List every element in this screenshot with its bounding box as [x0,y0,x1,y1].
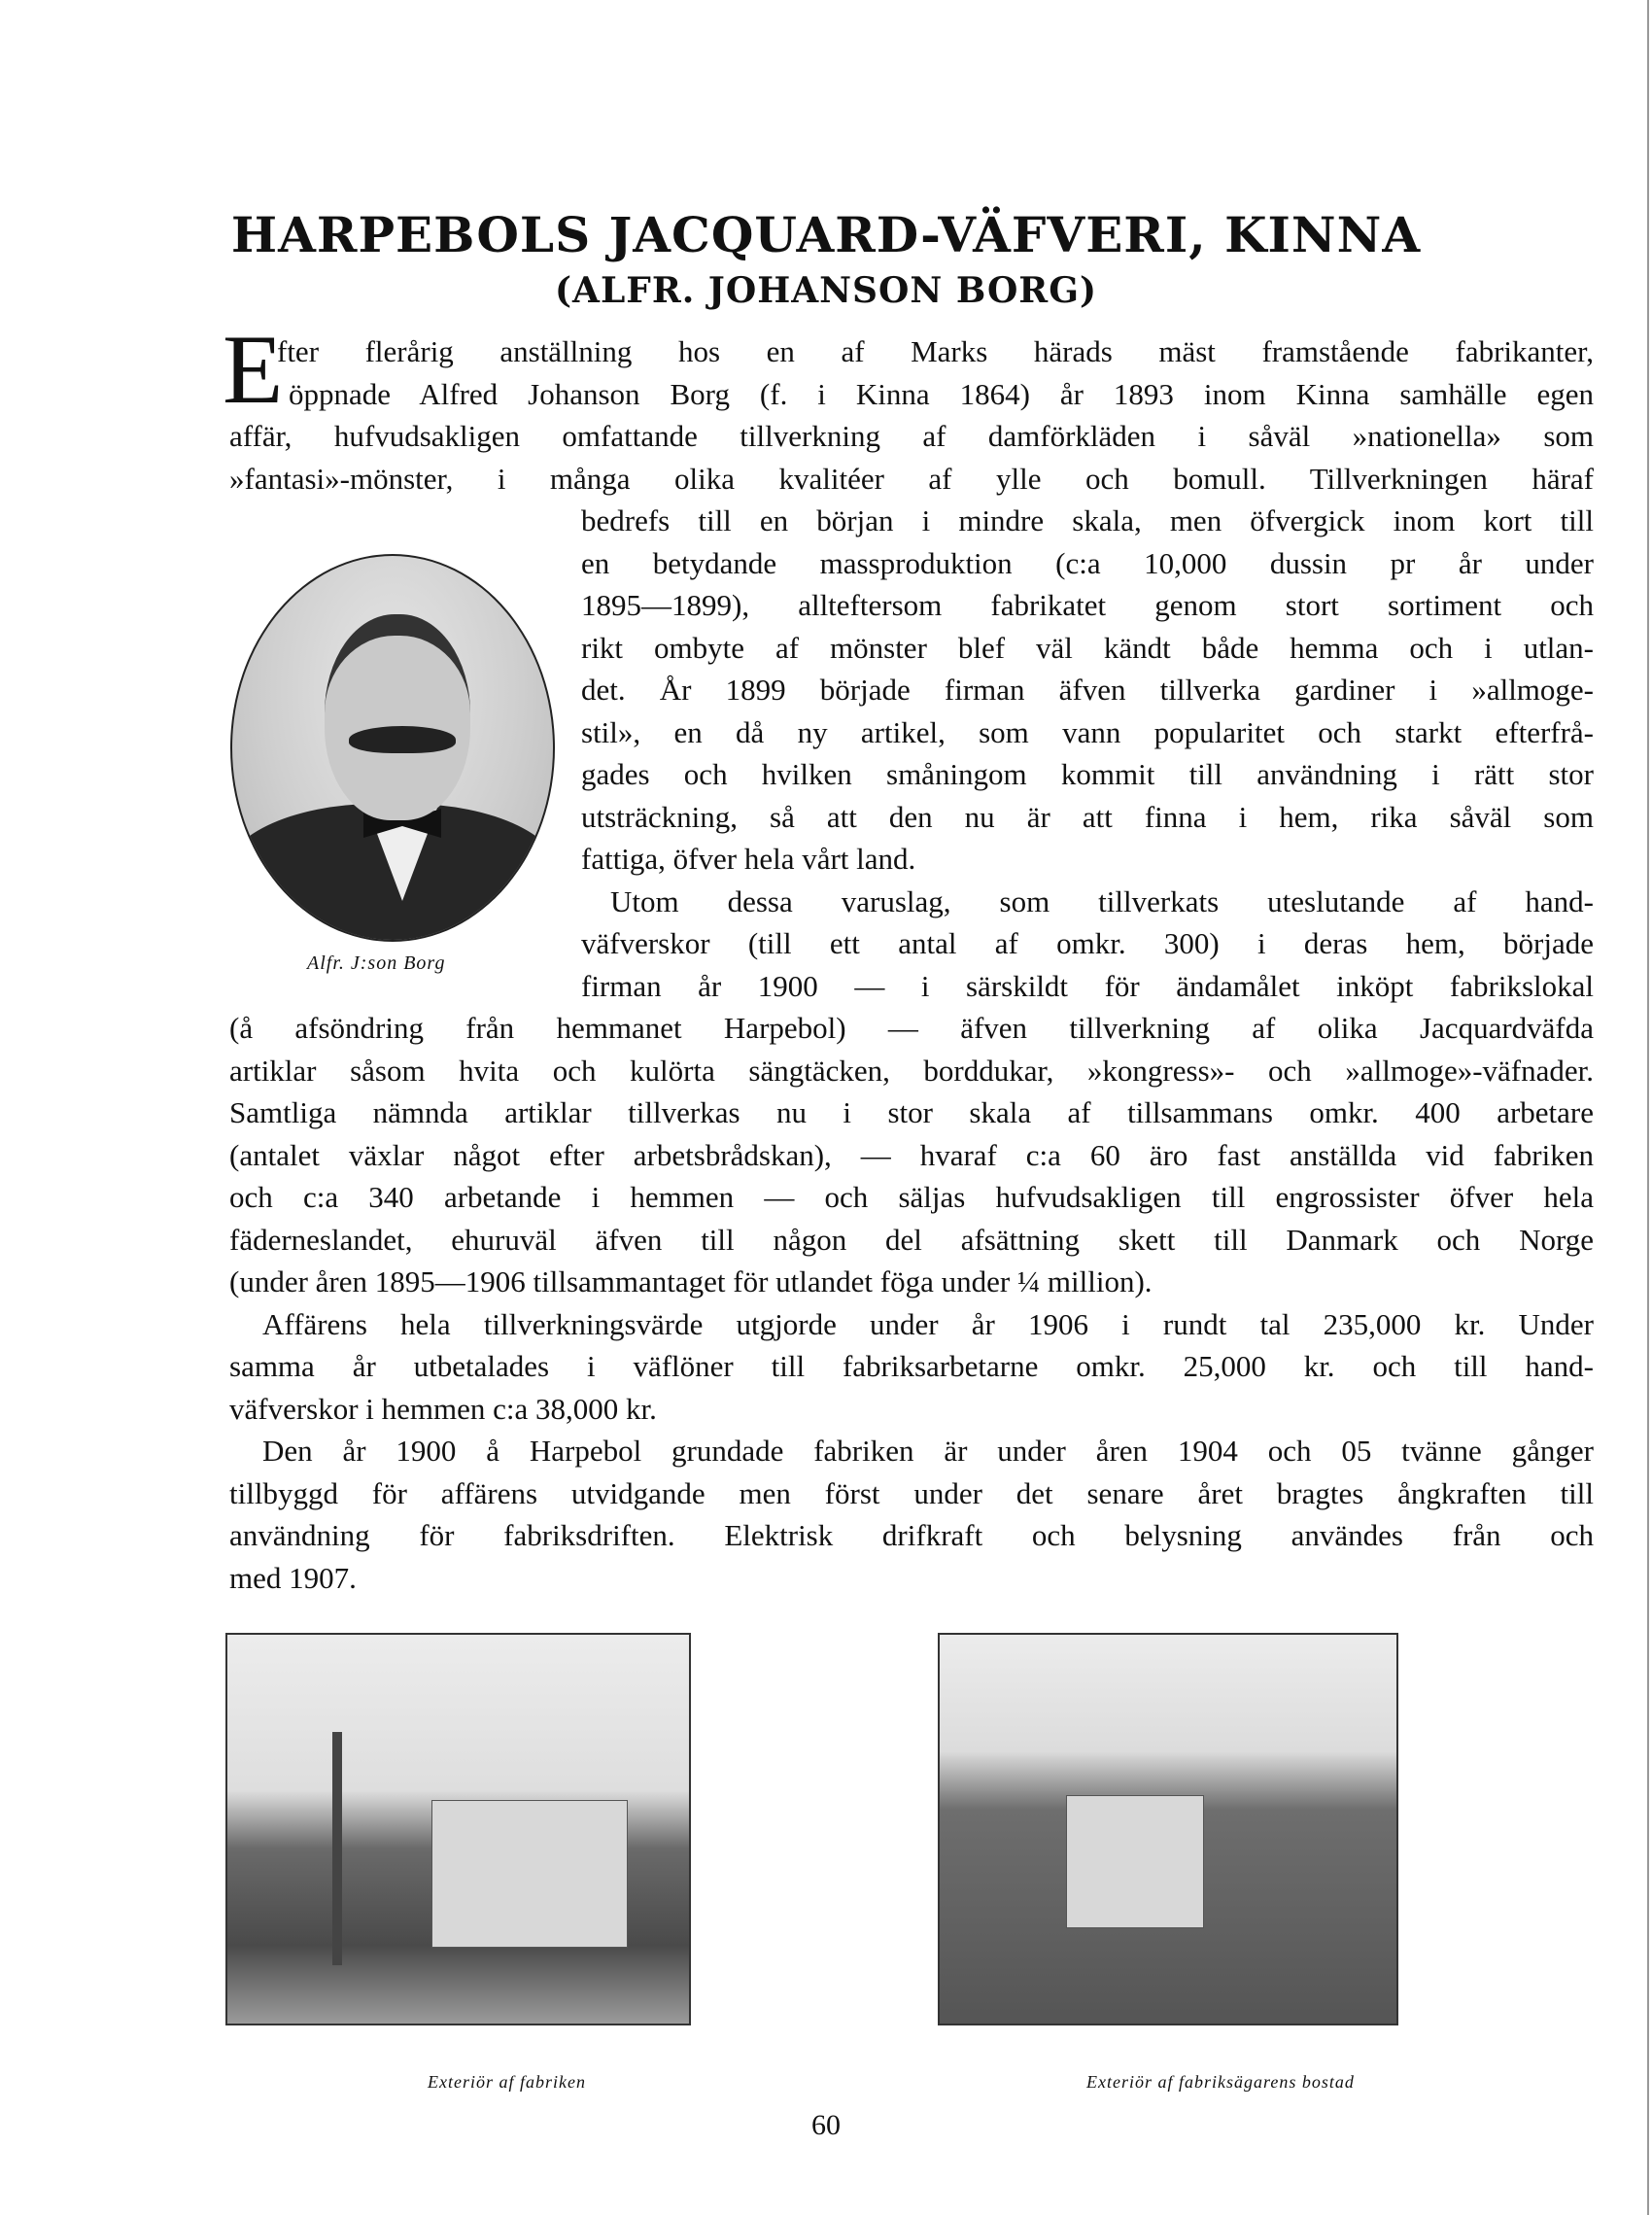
chimney [332,1732,342,1965]
text-line: »fantasi»-mönster, i många olika kvalitéer af ylle och bomull. Tillverkningen häraf [229,461,1594,496]
residence-photo [938,1633,1398,2025]
text-line: utsträckning, så att den nu är att finna i hem, rika såväl som [581,799,1594,834]
text-line: (å afsöndring från hemmanet Harpebol) — äfven tillverkning af olika Jacquardväfda [229,1011,1594,1045]
portrait-head [325,614,470,820]
text-line: (antalet växlar något efter arbetsbrådskan), — hvaraf c:a 60 äro fast anställda vid fabriken [229,1137,1594,1172]
portrait-moustache [349,726,456,753]
portrait-photo [230,554,555,942]
text-line: en betydande massproduktion (c:a 10,000 dussin pr år under [581,545,1594,580]
text-line: det. År 1899 började firman äfven tillverka gardiner i »allmoge- [581,673,1594,707]
text-line: Affärens hela tillverkningsvärde utgjorde under år 1906 i rundt tal 235,000 kr. Under [262,1306,1594,1341]
page-title: HARPEBOLS JACQUARD-VÄFVERI, KINNA [230,206,1422,263]
text-line: artiklar såsom hvita och kulörta sängtäcken, borddukar, »kongress»- och »allmoge»-väfnader. [229,1053,1594,1088]
factory-photo [225,1633,691,2025]
text-line: fter flerårig anställning hos en af Marks härads mäst framstående fabrikanter, [277,334,1594,368]
text-line: tillbyggd för affärens utvidgande men först under det senare året bragtes ångkraften till [229,1475,1594,1510]
text-line: rikt ombyte af mönster blef väl kändt både hemma och i utlan- [581,630,1594,665]
column-text [581,500,1594,1007]
text-line: användning för fabriksdriften. Elektrisk drifkraft och belysning användes från och [229,1518,1594,1552]
residence-photo-caption: Exteriör af fabriksägarens bostad [1086,2072,1355,2092]
intro-paragraph [277,330,1594,415]
text-line: Utom dessa varuslag, som tillverkats uteslutande af hand- [610,883,1594,918]
text-line: bedrefs till en början i mindre skala, men öfvergick inom kort till [581,503,1594,537]
text-line: öppnade Alfred Johanson Borg (f. i Kinna 1864) år 1893 inom Kinna samhälle egen [289,376,1594,411]
text-line: stil», en då ny artikel, som vann popularitet och starkt efterfrå- [581,714,1594,749]
text-line: (under åren 1895—1906 tillsammantaget för utlandet föga under ¼ million). [229,1264,1153,1298]
factory-building [431,1800,628,1948]
page-number: 60 [811,2109,841,2141]
text-line: med 1907. [229,1560,357,1595]
text-line: affär, hufvudsakligen omfattande tillverkning af damförkläden i såväl »nationella» som [229,419,1594,453]
text-line: gades och hvilken småningom kommit till användning i rätt stor [581,757,1594,791]
factory-photo-caption: Exteriör af fabriken [428,2072,586,2092]
text-line: 1895—1899), allteftersom fabrikatet genom stort sortiment och [581,588,1594,622]
text-line: väfverskor i hemmen c:a 38,000 kr. [229,1391,657,1426]
page-edge [1647,0,1649,2215]
residence-building [1066,1795,1204,1928]
text-line: väfverskor (till ett antal af omkr. 300) i deras hem, började [581,926,1594,960]
drop-cap: E [223,315,284,425]
text-line: samma år utbetalades i väflöner till fabriksarbetarne omkr. 25,000 kr. och till hand- [229,1349,1594,1383]
paragraph-1-continued [229,415,1594,500]
portrait-caption: Alfr. J:son Borg [307,952,446,974]
text-line: Samtliga nämnda artiklar tillverkas nu i stor skala af tillsammans omkr. 400 arbetare [229,1095,1594,1129]
text-line: och c:a 340 arbetande i hemmen — och säljas hufvudsakligen till engrossister öfver hela [229,1180,1594,1214]
page-subtitle: (ALFR. JOHANSON BORG) [554,270,1097,311]
text-line: Den år 1900 å Harpebol grundade fabriken är under åren 1904 och 05 tvänne gånger [262,1434,1594,1468]
text-line: fäderneslandet, ehuruväl äfven till någon del afsättning skett till Danmark och Norge [229,1222,1594,1257]
paragraph-2-continued [229,1007,1594,1599]
text-line: fattiga, öfver hela vårt land. [581,842,916,876]
text-line: firman år 1900 — i särskildt för ändamålet inköpt fabrikslokal [581,968,1594,1003]
